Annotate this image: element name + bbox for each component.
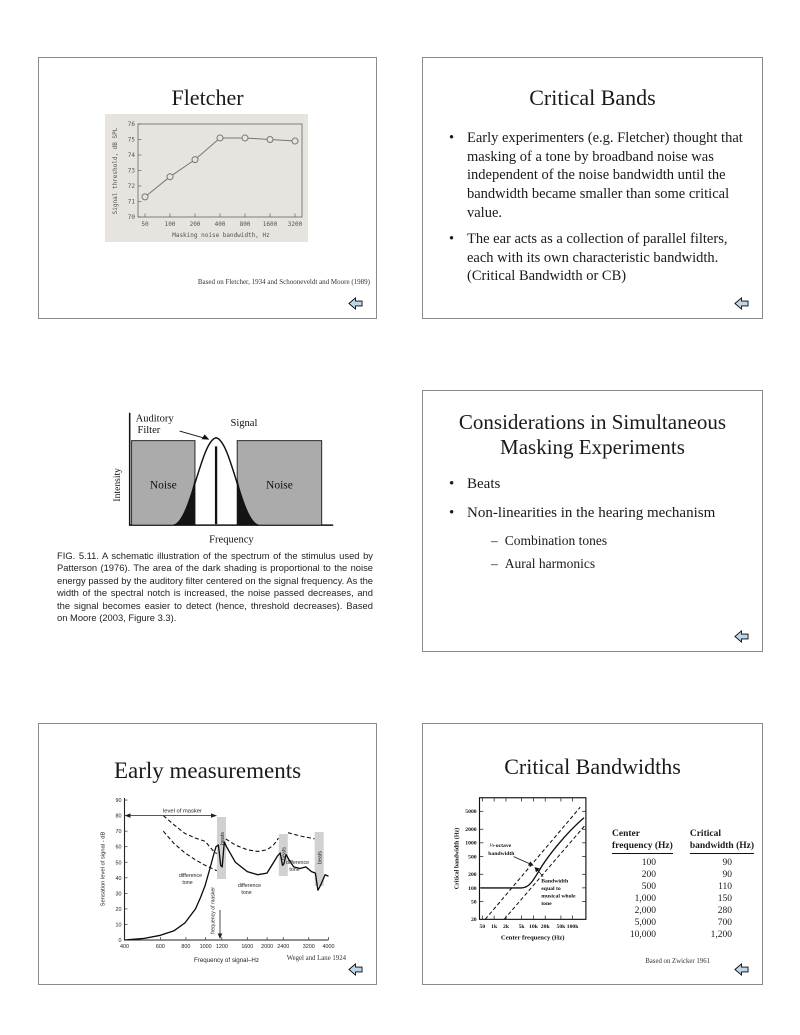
x-axis-label: Frequency bbox=[209, 534, 254, 546]
data-point bbox=[242, 135, 248, 141]
difference-tone-label: tone bbox=[289, 867, 300, 873]
auditory-filter-label: Auditory bbox=[135, 413, 174, 425]
sub-list-item bbox=[491, 555, 746, 573]
third-octave-label: ⅓-octave bbox=[489, 843, 512, 850]
bullet-text: Early experimenters (e.g. Fletcher) thought that masking of a tone by broadband noise was independent of the noise bandwidth until the bandwidth became smaller than some critical value. bbox=[467, 130, 743, 221]
table-row bbox=[612, 881, 754, 893]
sub-bullet-text: Aural harmonics bbox=[504, 556, 596, 572]
table-cell: 200 bbox=[641, 870, 656, 880]
back-arrow-icon bbox=[733, 962, 750, 977]
tick-label: 4000 bbox=[322, 944, 335, 950]
table-cell: 1,200 bbox=[710, 930, 732, 940]
tick-label: 76 bbox=[127, 121, 135, 128]
table-cell: 700 bbox=[717, 918, 732, 928]
table-cell: 2,000 bbox=[634, 906, 656, 916]
table-cell: 100 bbox=[641, 858, 656, 868]
table-row bbox=[612, 905, 754, 917]
beats-label: beats bbox=[219, 832, 226, 845]
difference-tone-label: tone bbox=[182, 880, 193, 886]
tick-label: 200 bbox=[468, 872, 477, 879]
difference-tone-curve bbox=[163, 816, 217, 854]
difference-tone-label: difference bbox=[237, 883, 262, 889]
table-cell: 90 bbox=[722, 870, 732, 880]
difference-tone-curve bbox=[288, 833, 315, 839]
beats-bars bbox=[217, 817, 324, 886]
tick-label: 600 bbox=[155, 944, 165, 950]
annotation-arrow bbox=[180, 431, 207, 439]
signal-label: Signal bbox=[230, 418, 258, 430]
bullet-marker: • bbox=[449, 130, 455, 147]
masking-threshold-curve bbox=[125, 842, 329, 940]
data-point bbox=[192, 157, 198, 163]
data-point bbox=[167, 174, 173, 180]
x-axis-ticks bbox=[120, 937, 335, 950]
plot-frame bbox=[480, 798, 586, 920]
zwicker-bandwidth-chart bbox=[451, 788, 603, 950]
list-item bbox=[449, 129, 746, 222]
noise-label: Noise bbox=[149, 479, 177, 492]
table-cell: 150 bbox=[717, 894, 732, 904]
y-axis-ticks bbox=[116, 798, 128, 944]
page-title: Critical Bands bbox=[529, 85, 656, 110]
annotation-arrow bbox=[514, 857, 531, 865]
whole-tone-label: Bandwidth bbox=[541, 878, 569, 885]
back-arrow-shape bbox=[735, 964, 748, 975]
table-row bbox=[612, 929, 754, 941]
tick-label: 500 bbox=[468, 854, 477, 861]
fletcher-threshold-chart bbox=[105, 114, 308, 242]
tick-label: 20 bbox=[115, 906, 122, 913]
back-arrow-icon bbox=[733, 296, 750, 311]
noise-label: Noise bbox=[266, 479, 293, 492]
tick-label: 2400 bbox=[277, 944, 290, 950]
data-point bbox=[267, 137, 273, 143]
back-arrow-icon bbox=[733, 629, 750, 644]
slide-critical-bandwidths bbox=[422, 723, 763, 985]
tick-label: 10 bbox=[115, 922, 122, 929]
back-arrow-shape bbox=[349, 964, 362, 975]
tick-label: 2000 bbox=[465, 827, 477, 834]
slide-early-measurements bbox=[38, 723, 377, 985]
page-title: Considerations in Simultaneous Masking Experiments bbox=[458, 410, 727, 460]
back-arrow-shape bbox=[349, 298, 362, 309]
tick-label: 10k bbox=[529, 923, 538, 930]
figure-caption: FIG. 5.11. A schematic illustration of the spectrum of the stimulus used by Patterson (1976). The area of the dark shading is proportional to the noise energy passed by the auditory filter centered on the signal frequency. As the width of the spectral notch is increased, the noise passed decreases, and the signal becomes easier to detect (hence, threshold decreases). Based on Moore (2003, Figure 3.3). bbox=[57, 550, 373, 624]
arrowhead-left bbox=[125, 813, 131, 817]
tick-label: 20 bbox=[470, 917, 477, 924]
whole-tone-label: equal to bbox=[541, 885, 561, 892]
tick-label: 5000 bbox=[465, 809, 477, 816]
tick-label: 74 bbox=[127, 152, 135, 159]
whole-tone-label: tone bbox=[541, 901, 552, 908]
y-axis-label: Intensity bbox=[112, 468, 124, 502]
table-cell: 500 bbox=[641, 882, 656, 892]
x-axis-label: Masking noise bandwidth, Hz bbox=[172, 232, 270, 239]
source-credit: Based on Zwicker 1961 bbox=[645, 958, 710, 965]
tick-label: 20k bbox=[540, 923, 550, 930]
tick-label: 50 bbox=[479, 923, 486, 930]
tick-label: 100k bbox=[566, 923, 579, 930]
list-item bbox=[449, 230, 746, 286]
tick-label: 1000 bbox=[199, 944, 212, 950]
back-arrow-icon bbox=[347, 296, 364, 311]
source-credit: Wegel and Lane 1924 bbox=[286, 955, 346, 962]
third-octave-label: bandwidth bbox=[488, 850, 515, 857]
bullet-marker: • bbox=[449, 504, 455, 521]
tick-label: 100 bbox=[164, 221, 176, 228]
x-axis-label: Frequency of signal–Hz bbox=[193, 957, 260, 964]
table-cell: 1,000 bbox=[634, 894, 656, 904]
back-arrow-shape bbox=[735, 298, 748, 309]
slide-critical-bands bbox=[422, 57, 763, 319]
difference-tone-curve bbox=[163, 831, 217, 871]
tick-label: 200 bbox=[189, 221, 201, 228]
tick-label: 90 bbox=[115, 798, 122, 805]
tick-label: 3200 bbox=[287, 221, 303, 228]
table-cell: 90 bbox=[722, 858, 732, 868]
level-of-masker-label: level of masker bbox=[163, 808, 202, 815]
tick-label: 5k bbox=[518, 923, 525, 930]
y-axis-label: Sensation level of signal - dB bbox=[100, 831, 107, 907]
back-arrow-shape bbox=[735, 631, 748, 642]
tick-label: 50 bbox=[115, 860, 122, 867]
data-point bbox=[217, 135, 223, 141]
list-item bbox=[449, 475, 746, 494]
x-axis-label: Center frequency (Hz) bbox=[500, 934, 565, 942]
tick-label: 1200 bbox=[215, 944, 228, 950]
table-cell: 10,000 bbox=[629, 930, 656, 940]
dash-marker: – bbox=[491, 556, 498, 572]
bullet-text: The ear acts as a collection of parallel filters, each with its own characteristic bandwidth. (Critical Bandwidth or CB) bbox=[467, 231, 728, 285]
page-title: Fletcher bbox=[171, 85, 244, 110]
y-axis-ticks bbox=[465, 809, 586, 923]
wegel-lane-masking-chart bbox=[95, 790, 350, 968]
tick-label: 75 bbox=[127, 136, 135, 144]
cb-table-body bbox=[612, 857, 754, 941]
frequency-of-masker-label: frequency of masker bbox=[210, 887, 217, 934]
table-row bbox=[612, 917, 754, 929]
third-octave-line bbox=[485, 807, 580, 919]
bullet-marker: • bbox=[449, 476, 455, 493]
tick-label: 50 bbox=[141, 221, 149, 228]
scan-background bbox=[105, 114, 308, 242]
sub-list-item bbox=[491, 532, 746, 550]
arrowhead-right bbox=[211, 813, 217, 817]
y-axis-label: Critical bandwidth (Hz) bbox=[454, 827, 461, 890]
tick-label: 1600 bbox=[262, 221, 278, 228]
tick-label: 72 bbox=[127, 183, 135, 190]
page-title: Early measurements bbox=[113, 758, 302, 783]
tick-label: 30 bbox=[115, 891, 122, 898]
tick-label: 50 bbox=[470, 899, 477, 906]
list-item bbox=[449, 504, 746, 523]
tick-label: 2k bbox=[502, 923, 510, 930]
source-credit: Based on Fletcher, 1934 and Schooneveldt and Moore (1989) bbox=[197, 278, 370, 286]
difference-tone-label: difference bbox=[178, 873, 203, 879]
table-row bbox=[612, 857, 754, 869]
bullet-list bbox=[423, 475, 762, 572]
data-point bbox=[292, 138, 298, 144]
table-header-row bbox=[612, 828, 754, 854]
bullet-text: Beats bbox=[467, 476, 501, 493]
tick-label: 1k bbox=[491, 923, 498, 930]
tick-label: 1000 bbox=[465, 840, 477, 847]
slide-patterson-figure bbox=[38, 390, 377, 652]
annotation-arrowhead bbox=[202, 434, 210, 439]
y-axis-label: Signal threshold, dB SPL bbox=[112, 127, 119, 215]
dash-marker: – bbox=[491, 532, 498, 548]
tick-label: 2000 bbox=[261, 944, 274, 950]
tick-label: 40 bbox=[115, 875, 122, 882]
column-header: Center frequency (Hz) bbox=[612, 828, 673, 854]
bullet-text: Non-linearities in the hearing mechanism bbox=[467, 504, 716, 521]
tick-label: 400 bbox=[214, 221, 226, 228]
table-cell: 5,000 bbox=[634, 918, 656, 928]
bullet-marker: • bbox=[449, 231, 455, 248]
difference-tone-curve bbox=[226, 838, 279, 851]
table-cell: 280 bbox=[717, 906, 732, 916]
difference-tone-label: tone bbox=[241, 890, 252, 896]
auditory-filter-label: Filter bbox=[137, 424, 161, 436]
tick-label: 800 bbox=[181, 944, 191, 950]
table-cell: 110 bbox=[718, 882, 732, 892]
whole-tone-label: musical whole bbox=[541, 893, 576, 900]
tick-label: 3200 bbox=[302, 944, 315, 950]
sub-bullet-text: Combination tones bbox=[504, 532, 608, 548]
slide-fletcher bbox=[38, 57, 377, 319]
critical-band-table bbox=[612, 828, 754, 941]
table-row bbox=[612, 869, 754, 881]
slide-considerations bbox=[422, 390, 763, 652]
difference-tone-label: difference bbox=[285, 860, 310, 866]
page-title: Critical Bandwidths bbox=[504, 754, 681, 779]
tick-label: 73 bbox=[127, 167, 135, 175]
tick-label: 80 bbox=[115, 813, 122, 820]
back-arrow-icon bbox=[347, 962, 364, 977]
tick-label: 0 bbox=[118, 938, 122, 944]
bullet-list bbox=[423, 129, 762, 285]
tick-label: 100 bbox=[468, 885, 477, 892]
tick-label: 60 bbox=[115, 844, 122, 851]
tick-label: 50k bbox=[556, 923, 566, 930]
data-point bbox=[142, 194, 148, 200]
beats-label: beats bbox=[317, 851, 324, 864]
tick-label: 70 bbox=[115, 829, 122, 836]
tick-label: 800 bbox=[239, 221, 251, 228]
patterson-spectrum-figure bbox=[93, 408, 343, 552]
tick-label: 400 bbox=[120, 944, 129, 950]
tick-label: 70 bbox=[127, 214, 135, 221]
table-row bbox=[612, 893, 754, 905]
tick-label: 1600 bbox=[241, 944, 254, 950]
tick-label: 71 bbox=[127, 198, 135, 206]
beats-label: beats bbox=[281, 847, 288, 860]
column-header: Critical bandwidth (Hz) bbox=[690, 828, 754, 854]
